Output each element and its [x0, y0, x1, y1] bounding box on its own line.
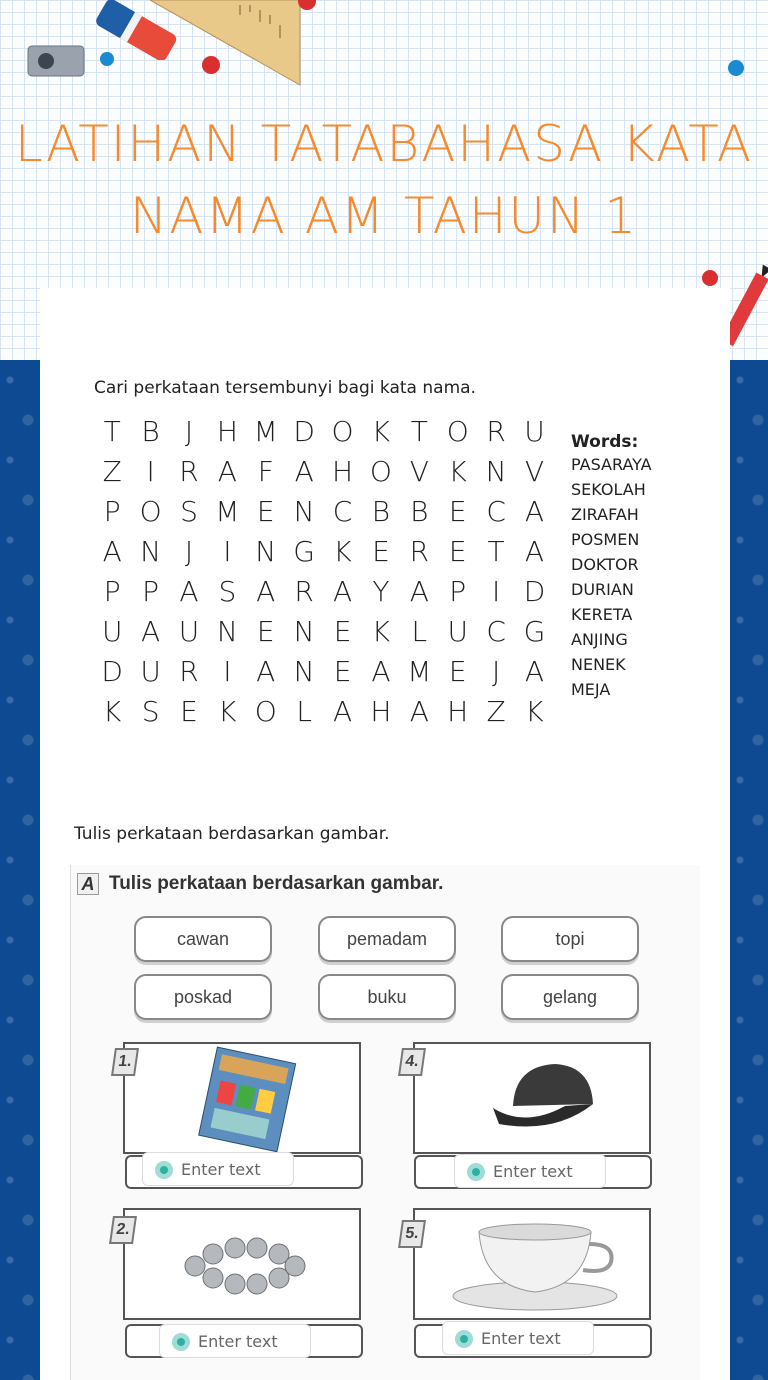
grid-letter[interactable]: N	[485, 455, 507, 488]
grid-letter[interactable]: P	[103, 575, 121, 608]
grid-letter[interactable]: J	[184, 535, 194, 568]
grid-letter[interactable]: C	[486, 615, 506, 648]
item-number: 2.	[109, 1216, 137, 1244]
grid-row	[93, 412, 554, 452]
grid-letter[interactable]: N	[293, 615, 315, 648]
grid-letter[interactable]: N	[216, 615, 238, 648]
title-line-2: NAMA AM TAHUN 1	[129, 187, 639, 245]
item-number: 5.	[398, 1220, 426, 1248]
grid-letter[interactable]: C	[486, 495, 506, 528]
input-placeholder: Enter text	[481, 1328, 561, 1348]
grid-letter[interactable]: S	[180, 495, 198, 528]
left-pattern-strip	[0, 360, 40, 1380]
grid-letter[interactable]: Z	[102, 455, 122, 488]
worksheet-title: Tulis perkataan berdasarkan gambar.	[109, 873, 444, 894]
grid-letter[interactable]: A	[371, 655, 391, 688]
grid-letter[interactable]: H	[332, 455, 354, 488]
section-letter: A	[77, 873, 99, 895]
word-item: NENEK	[571, 655, 626, 674]
grid-letter[interactable]: N	[255, 535, 277, 568]
grid-letter[interactable]: S	[141, 695, 160, 728]
grid-letter[interactable]: R	[294, 575, 314, 608]
grid-letter[interactable]: A	[332, 575, 353, 608]
grid-letter[interactable]: I	[491, 575, 501, 608]
grid-letter[interactable]: E	[448, 535, 467, 568]
grid-letter[interactable]: B	[371, 495, 391, 528]
word-item: POSMEN	[571, 530, 640, 549]
input-placeholder: Enter text	[493, 1161, 573, 1181]
sharpener-icon	[24, 40, 90, 84]
word-pill: poskad	[134, 974, 272, 1020]
answer-input-2[interactable]	[159, 1324, 311, 1358]
grid-letter[interactable]: O	[331, 415, 354, 448]
grid-letter[interactable]: E	[333, 615, 352, 648]
grid-letter[interactable]: U	[447, 615, 468, 648]
input-dot-icon	[455, 1330, 473, 1348]
grid-letter[interactable]: G	[523, 615, 546, 648]
grid-letter[interactable]: K	[448, 455, 467, 488]
picture-box-2	[123, 1208, 361, 1320]
grid-letter[interactable]: A	[294, 455, 314, 488]
grid-letter[interactable]: C	[332, 495, 353, 528]
grid-letter[interactable]: N	[293, 495, 315, 528]
grid-letter[interactable]: A	[409, 575, 429, 608]
word-item: MEJA	[571, 680, 611, 699]
grid-row	[93, 492, 554, 532]
grid-letter[interactable]: M	[253, 415, 278, 448]
grid-letter[interactable]: P	[449, 575, 467, 608]
grid-letter[interactable]: R	[179, 455, 199, 488]
grid-letter[interactable]: A	[524, 495, 545, 528]
ruler-triangle-icon	[150, 0, 310, 90]
cup-icon	[415, 1210, 653, 1322]
grid-letter[interactable]: O	[254, 695, 277, 728]
answer-input-5[interactable]	[442, 1321, 594, 1355]
grid-letter[interactable]: U	[524, 415, 545, 448]
word-item: ANJING	[571, 630, 628, 649]
book-catalog-icon	[125, 1044, 363, 1156]
grid-letter[interactable]: A	[179, 575, 199, 608]
grid-letter[interactable]: H	[370, 695, 392, 728]
grid-row	[93, 572, 554, 612]
red-dot-decoration	[202, 56, 220, 74]
blue-dot-decoration	[100, 52, 114, 66]
grid-letter[interactable]: T	[103, 415, 121, 448]
grid-letter[interactable]: G	[293, 535, 315, 568]
grid-row	[93, 452, 554, 492]
grid-letter[interactable]: B	[410, 495, 429, 528]
grid-letter[interactable]: A	[141, 615, 161, 648]
input-placeholder: Enter text	[181, 1159, 261, 1179]
grid-letter[interactable]: K	[525, 695, 544, 728]
worksheet-image	[70, 865, 700, 1380]
grid-letter[interactable]: K	[103, 695, 122, 728]
worksheet-header	[77, 873, 443, 895]
grid-letter[interactable]: E	[448, 655, 467, 688]
grid-letter[interactable]: V	[409, 455, 429, 488]
item-number: 4.	[398, 1048, 426, 1076]
words-title: Words:	[571, 432, 639, 452]
grid-letter[interactable]: F	[257, 455, 274, 488]
grid-row	[93, 692, 554, 732]
input-dot-icon	[155, 1161, 173, 1179]
grid-letter[interactable]: K	[333, 535, 352, 568]
grid-letter[interactable]: K	[371, 415, 391, 448]
grid-letter[interactable]: A	[524, 655, 545, 688]
grid-letter[interactable]: E	[180, 695, 198, 728]
word-pill: topi	[501, 916, 639, 962]
grid-letter[interactable]: O	[446, 415, 469, 448]
picture-box-4	[413, 1042, 651, 1154]
word-pill: pemadam	[318, 916, 456, 962]
grid-row	[93, 612, 554, 652]
input-dot-icon	[172, 1333, 190, 1351]
grid-letter[interactable]: R	[179, 655, 199, 688]
input-dot-icon	[467, 1163, 485, 1181]
pencil-icon	[726, 262, 768, 348]
word-pill: cawan	[134, 916, 272, 962]
grid-letter[interactable]: A	[332, 695, 353, 728]
grid-letter[interactable]: A	[256, 655, 276, 688]
section2-instruction: Tulis perkataan berdasarkan gambar.	[74, 824, 390, 844]
grid-letter[interactable]: L	[411, 615, 428, 648]
grid-letter[interactable]: I	[223, 535, 232, 568]
grid-letter[interactable]: E	[256, 615, 275, 648]
grid-letter[interactable]: H	[447, 695, 469, 728]
grid-letter[interactable]: D	[523, 575, 546, 608]
grid-letter[interactable]: D	[101, 655, 123, 688]
grid-letter[interactable]: E	[448, 495, 467, 528]
grid-letter[interactable]: E	[256, 495, 275, 528]
answer-input-4[interactable]	[454, 1154, 606, 1188]
word-pill: buku	[318, 974, 456, 1020]
grid-letter[interactable]: U	[140, 655, 161, 688]
grid-letter[interactable]: J	[491, 655, 501, 688]
grid-letter[interactable]: T	[410, 415, 428, 448]
picture-box-5	[413, 1208, 651, 1320]
grid-row	[93, 532, 554, 572]
grid-letter[interactable]: J	[184, 415, 194, 448]
grid-letter[interactable]: U	[101, 615, 123, 648]
grid-letter[interactable]: Y	[372, 575, 390, 608]
grid-letter[interactable]: A	[217, 455, 237, 488]
title-line-1: LATIHAN TATABAHASA KATA	[14, 115, 754, 173]
input-placeholder: Enter text	[198, 1331, 278, 1351]
blue-dot-decoration	[728, 60, 744, 76]
grid-letter[interactable]: E	[333, 655, 352, 688]
grid-letter[interactable]: K	[218, 695, 237, 728]
word-search-grid	[93, 412, 554, 732]
cap-icon	[415, 1044, 653, 1156]
grid-letter[interactable]: O	[369, 455, 392, 488]
word-list	[571, 432, 671, 702]
grid-letter[interactable]: I	[146, 455, 155, 488]
grid-letter[interactable]: R	[409, 535, 430, 568]
red-dot-decoration	[702, 270, 718, 286]
answer-input-1[interactable]	[142, 1152, 294, 1186]
grid-letter[interactable]: D	[293, 415, 315, 448]
word-item: KERETA	[571, 605, 633, 624]
grid-letter[interactable]: I	[223, 655, 232, 688]
section1-instruction: Cari perkataan tersembunyi bagi kata nama.	[94, 378, 476, 398]
grid-letter[interactable]: N	[140, 535, 162, 568]
grid-letter[interactable]: A	[102, 535, 122, 568]
grid-letter[interactable]: E	[372, 535, 390, 568]
grid-letter[interactable]: N	[293, 655, 315, 688]
grid-letter[interactable]: B	[141, 415, 160, 448]
grid-letter[interactable]: O	[139, 495, 162, 528]
grid-letter[interactable]: M	[407, 655, 432, 688]
item-number: 1.	[111, 1048, 139, 1076]
grid-letter[interactable]: K	[371, 615, 391, 648]
grid-letter[interactable]: A	[256, 575, 276, 608]
word-item: DOKTOR	[571, 555, 639, 574]
word-item: ZIRAFAH	[571, 505, 639, 524]
grid-letter[interactable]: M	[215, 495, 240, 528]
grid-letter[interactable]: A	[409, 695, 429, 728]
grid-letter[interactable]: P	[103, 495, 121, 528]
grid-letter[interactable]: S	[218, 575, 237, 608]
picture-box-1	[123, 1042, 361, 1154]
grid-letter[interactable]: T	[487, 535, 505, 568]
right-pattern-strip	[730, 360, 768, 1380]
grid-letter[interactable]: R	[486, 415, 506, 448]
grid-letter[interactable]: Z	[486, 695, 506, 728]
word-item: SEKOLAH	[571, 480, 646, 499]
bracelet-icon	[125, 1210, 363, 1322]
grid-letter[interactable]: H	[216, 415, 238, 448]
grid-letter[interactable]: P	[142, 575, 160, 608]
grid-letter[interactable]: A	[524, 535, 545, 568]
grid-row	[93, 652, 554, 692]
word-item: PASARAYA	[571, 455, 652, 474]
grid-letter[interactable]: V	[524, 455, 545, 488]
page-title	[0, 108, 768, 252]
word-pill: gelang	[501, 974, 639, 1020]
grid-letter[interactable]: U	[178, 615, 200, 648]
word-item: DURIAN	[571, 580, 634, 599]
grid-letter[interactable]: L	[296, 695, 312, 728]
